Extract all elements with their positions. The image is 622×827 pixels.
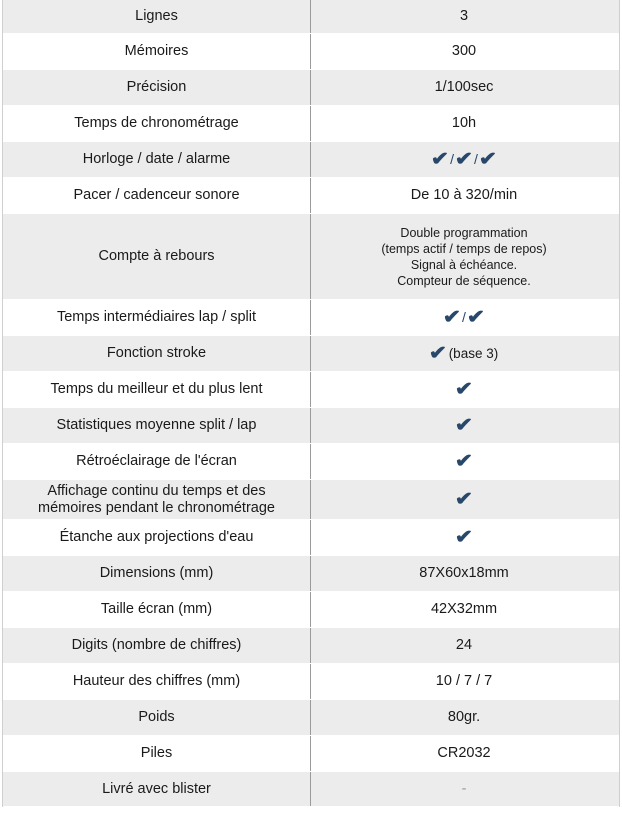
- table-row: [3, 444, 619, 480]
- spec-label: Poids: [3, 700, 311, 735]
- checkmark-icon: ✔: [454, 527, 474, 548]
- spec-label: Temps du meilleur et du plus lent: [3, 372, 311, 407]
- table-row: [3, 480, 619, 520]
- table-row: [3, 520, 619, 556]
- checkmark-icon: ✔: [466, 307, 486, 328]
- spec-label: Temps intermédiaires lap / split: [3, 300, 311, 335]
- spec-value: CR2032: [437, 745, 491, 762]
- spec-value: De 10 à 320/min: [410, 187, 518, 204]
- spec-label: Fonction stroke: [3, 336, 311, 371]
- spec-value: [311, 480, 617, 519]
- spec-value: 300: [451, 43, 477, 60]
- table-row: [3, 372, 619, 408]
- checkmark-icon: ✔: [454, 451, 474, 472]
- check-separator: /: [450, 151, 455, 168]
- spec-label: Rétroéclairage de l'écran: [3, 444, 311, 479]
- checkmark-icon: ✔: [454, 489, 474, 510]
- spec-value: 10 / 7 / 7: [435, 673, 493, 690]
- table-row: [3, 178, 619, 214]
- table-row: [3, 214, 619, 300]
- table-row: [3, 556, 619, 592]
- table-row: [3, 592, 619, 628]
- checkmark-icon: ✔: [428, 343, 447, 364]
- spec-value: 10h: [451, 115, 477, 132]
- spec-label: Précision: [3, 70, 311, 105]
- table-row: [3, 34, 619, 70]
- checkmark-icon: ✔: [478, 149, 497, 170]
- spec-value: [311, 336, 617, 371]
- spec-value: 42X32mm: [430, 601, 498, 618]
- spec-value: [311, 142, 617, 177]
- spec-label: Digits (nombre de chiffres): [3, 628, 311, 663]
- spec-value: [311, 520, 617, 555]
- spec-label: Étanche aux projections d'eau: [3, 520, 311, 555]
- checkmark-icon: ✔: [454, 415, 474, 436]
- check-separator: /: [473, 151, 478, 168]
- spec-value-note: (base 3): [448, 345, 499, 361]
- table-row: [3, 700, 619, 736]
- spec-label: Compte à rebours: [3, 214, 311, 299]
- spec-value: 24: [455, 637, 473, 654]
- table-row: [3, 300, 619, 336]
- spec-value-line: Compteur de séquence.: [397, 273, 531, 288]
- spec-label-line: mémoires pendant le chronométrage: [38, 499, 275, 516]
- table-row: [3, 70, 619, 106]
- spec-value: [311, 300, 617, 335]
- spec-value: [311, 408, 617, 443]
- spec-value-line: Signal à échéance.: [410, 257, 518, 272]
- spec-value-line: (temps actif / temps de repos): [381, 241, 547, 256]
- spec-label: Taille écran (mm): [3, 592, 311, 627]
- check-separator: /: [462, 309, 466, 326]
- spec-label: Piles: [3, 736, 311, 771]
- spec-value: 87X60x18mm: [419, 565, 509, 582]
- spec-value: [311, 372, 617, 407]
- table-row: [3, 628, 619, 664]
- table-row: [3, 664, 619, 700]
- table-row: [3, 142, 619, 178]
- table-row: [3, 408, 619, 444]
- spec-value: -: [461, 780, 467, 797]
- table-row: [3, 106, 619, 142]
- checkmark-icon: ✔: [442, 307, 462, 328]
- spec-label: Mémoires: [3, 34, 311, 69]
- table-row: [3, 336, 619, 372]
- spec-value-line: Double programmation: [400, 225, 528, 240]
- spec-value: [311, 444, 617, 479]
- spec-value: 1/100sec: [434, 79, 494, 96]
- spec-value: 3: [459, 8, 469, 25]
- spec-label: Horloge / date / alarme: [3, 142, 311, 177]
- spec-label-line: Affichage continu du temps et des: [47, 483, 266, 500]
- spec-label: [3, 480, 311, 519]
- spec-label: Hauteur des chiffres (mm): [3, 664, 311, 699]
- table-row: [3, 772, 619, 807]
- table-row: [3, 736, 619, 772]
- spec-label: Pacer / cadenceur sonore: [3, 178, 311, 213]
- spec-table: [2, 0, 620, 807]
- spec-label: Dimensions (mm): [3, 556, 311, 591]
- spec-label: Livré avec blister: [3, 772, 311, 806]
- checkmark-icon: ✔: [454, 379, 474, 400]
- spec-value: [311, 214, 617, 299]
- spec-label: Temps de chronométrage: [3, 106, 311, 141]
- spec-value: 80gr.: [447, 709, 481, 726]
- spec-label: Lignes: [3, 0, 311, 33]
- checkmark-icon: ✔: [454, 149, 474, 170]
- checkmark-icon: ✔: [431, 149, 450, 170]
- spec-label: Statistiques moyenne split / lap: [3, 408, 311, 443]
- table-row: [3, 0, 619, 34]
